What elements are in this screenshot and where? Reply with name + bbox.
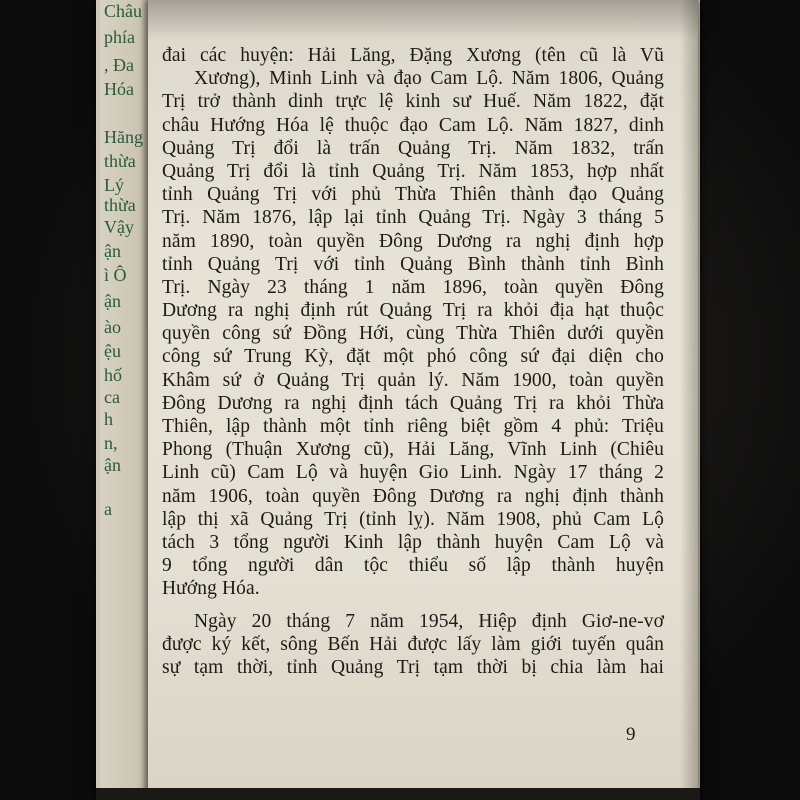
left-page-fragment: thừa [104,195,136,215]
text-line: Quảng Trị đổi là trấn Quảng Trị. Năm 1832, trấn [162,137,664,159]
table-edge [96,788,700,800]
left-page-fragment: h [104,409,113,429]
text-line: lập thị xã Quảng Trị (tỉnh lỵ). Năm 1908, phủ Cam Lộ [162,508,664,530]
text-line: Xương), Minh Linh và đạo Cam Lộ. Năm 1806, Quảng [194,68,664,90]
text-line: Đông Dương ra nghị định tách Quảng Trị ra khỏi Thừa [162,392,664,414]
text-line: quyền công sứ Đồng Hới, cùng Thừa Thiên dưới quyền [162,323,664,345]
left-page-fragment: Hăng [104,127,143,147]
left-page-fragment: ận [104,455,121,475]
paragraph [162,610,664,680]
text-line: Trị. Năm 1876, lập lại tỉnh Quảng Trị. Ngày 3 tháng 5 [162,207,664,229]
text-line: Dương ra nghị định rút Quảng Trị ra khỏi địa hạt thuộc [162,300,664,322]
left-page-edge [100,0,152,800]
text-line: Phong (Thuận Xương cũ), Hải Lăng, Vĩnh Linh (Chiêu [162,439,664,461]
left-page-fragment: n, [104,433,118,453]
page-number: 9 [626,724,636,745]
text-line: Trị trở thành dinh trực lệ kinh sư Huế. Năm 1822, đặt [162,91,664,113]
text-line: Linh cũ) Cam Lộ và huyện Gio Linh. Ngày 17 tháng 2 [162,462,664,484]
text-line: Quảng Trị đổi là tỉnh Quảng Trị. Năm 1853, hợp nhất [162,160,664,182]
body-text [162,44,664,679]
left-page-fragment: hố [104,365,122,385]
paragraph [162,44,664,601]
text-line: tỉnh Quảng Trị với phủ Thừa Thiên thành đạo Quảng [162,184,664,206]
book-page [148,0,698,800]
left-page-fragment: ận [104,291,121,311]
left-page-fragment: ận [104,241,121,261]
text-line: năm 1890, toàn quyền Đông Dương ra nghị định hợp [162,230,664,252]
text-line: tỉnh Quảng Trị với tỉnh Quảng Bình thành tỉnh Bình [162,253,664,275]
text-line: 9 tổng người dân tộc thiểu số lập thành huyện [162,555,664,577]
text-line: công sứ Trung Kỳ, đặt một phó công sứ đại diện cho [162,346,664,368]
left-page-fragment: ca [104,387,120,407]
text-line: sự tạm thời, tỉnh Quảng Trị tạm thời bị chia làm hai [162,656,664,678]
page-shadow [148,0,698,40]
left-page-fragment: Vậy [104,217,134,237]
left-page-fragment: Lý [104,175,124,195]
page-shadow [680,0,698,800]
text-line: Trị. Ngày 23 tháng 1 năm 1896, toàn quyền Đông [162,276,664,298]
text-line: Hướng Hóa. [162,578,260,600]
left-page-fragment: thừa [104,151,136,171]
left-page-fragment: Châu [104,1,142,21]
left-page-fragment: ệu [104,341,121,361]
left-page-fragment: ào [104,317,121,337]
left-page-fragment: a [104,499,112,519]
left-page-fragment: ì Ô [104,265,127,285]
text-line: năm 1906, toàn quyền Đông Dương ra nghị định thành [162,485,664,507]
text-line: Khâm sứ ở Quảng Trị quản lý. Năm 1900, toàn quyền [162,369,664,391]
left-page-fragment: Hóa [104,79,134,99]
left-page-fragment: , Đa [104,55,134,75]
text-line: được ký kết, sông Bến Hải được lấy làm giới tuyến quân [162,633,664,655]
text-line: châu Hướng Hóa lệ thuộc đạo Cam Lộ. Năm 1827, dinh [162,114,664,136]
left-page-fragment: phía [104,27,135,47]
text-line: đai các huyện: Hải Lăng, Đặng Xương (tên cũ là Vũ [162,45,664,66]
text-line: tách 3 tổng người Kinh lập thành huyện Cam Lộ và [162,531,664,553]
text-line: Thiên, lập thành một tỉnh riêng biệt gồm 4 phủ: Triệu [162,416,664,437]
text-line: Ngày 20 tháng 7 năm 1954, Hiệp định Giơ-ne-vơ [194,610,664,632]
